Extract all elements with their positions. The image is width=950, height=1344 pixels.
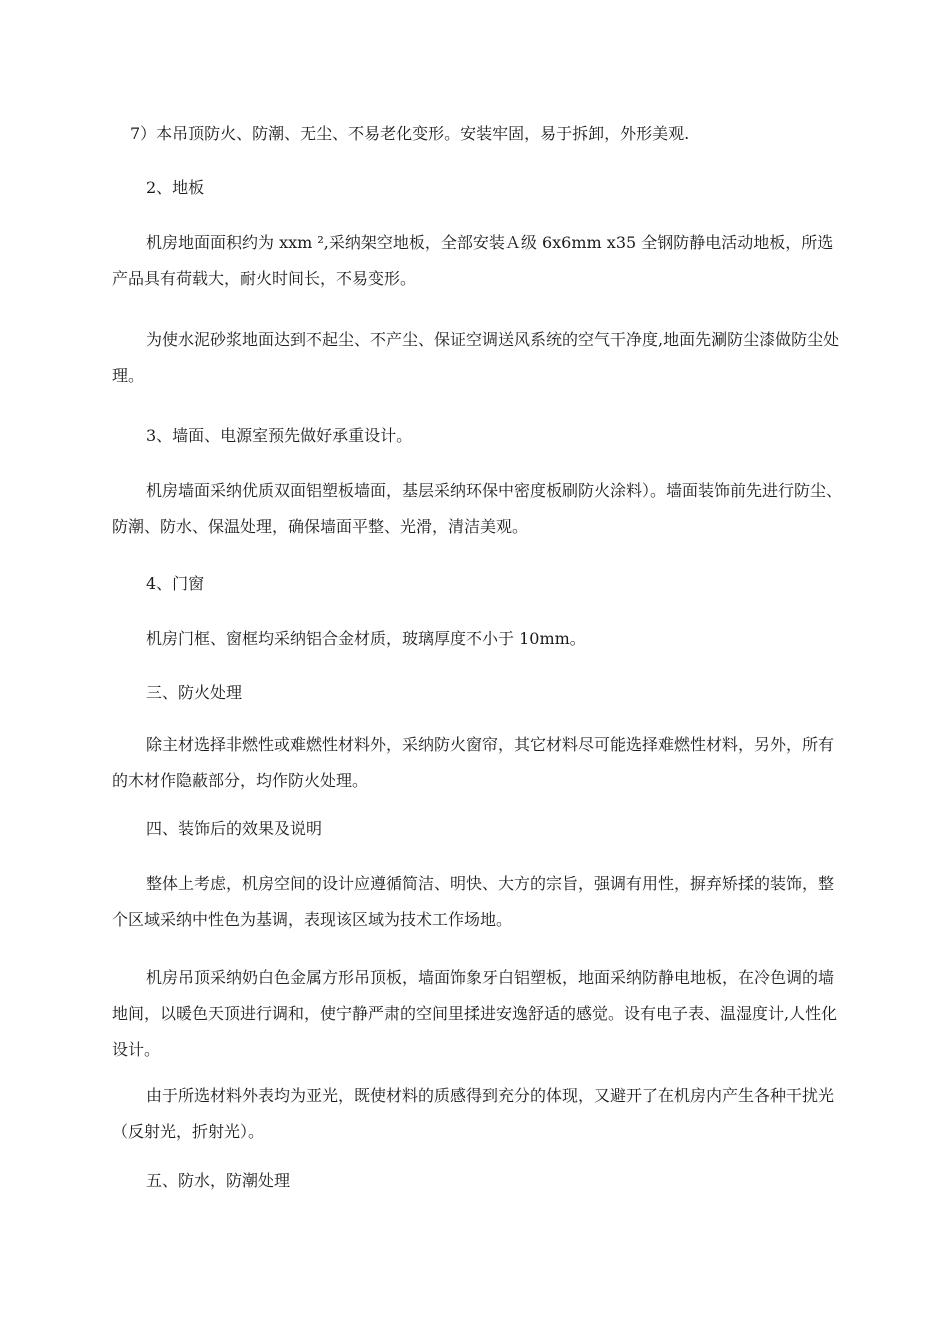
paragraph-fireproof-materials: 除主材选择非燃性或难燃性材料外，采纳防火窗帘，其它材料尽可能选择难燃性材料，另外，所有的木材作隐蔽部分，均作防火处理。: [112, 735, 835, 790]
paragraph-floor-dustproof: 为使水泥砂浆地面达到不起尘、不产尘、保证空调送风系统的空气干净度,地面先涮防尘漆做防尘处理。: [112, 330, 840, 385]
paragraph-floor-area: 机房地面面积约为 xxm ²,采纳架空地板，全部安装Ａ级 6x6mm x35 全钢防静电活动地板，所选产品具有荷载大，耐火时间长，不易变形。: [112, 233, 834, 288]
heading-fireproofing: 三、防火处理: [146, 683, 243, 702]
paragraph-door-frames: 机房门框、窗框均采纳铝合金材质，玻璃厚度不小于 10mm。: [146, 629, 586, 648]
paragraph-overall-design: 整体上考虑，机房空间的设计应遵循简洁、明快、大方的宗旨，强调有用性，摒弃矫揉的装饰，整个区域采纳中性色为基调，表现该区域为技术工作场地。: [112, 874, 835, 929]
heading-floor: 2、地板: [146, 178, 205, 197]
heading-wall-power-room: 3、墙面、电源室预先做好承重设计。: [146, 426, 413, 445]
paragraph-wall-material: 机房墙面采纳优质双面铝塑板墙面，基层采纳环保中密度板刷防火涂料）。墙面装饰前先进行防尘、防潮、防水、保温处理，确保墙面平整、光滑，清洁美观。: [112, 481, 843, 536]
heading-decoration-effect: 四、装饰后的效果及说明: [146, 819, 323, 838]
paragraph-ceiling-features: 7）本吊顶防火、防潮、无尘、不易老化变形。安装牢固，易于拆卸，外形美观.: [130, 124, 690, 143]
heading-doors-windows: 4、门窗: [146, 574, 205, 593]
heading-waterproof-moistureproof: 五、防水，防潮处理: [146, 1171, 291, 1190]
paragraph-room-finishes: 机房吊顶采纳奶白色金属方形吊顶板，墙面饰象牙白铝塑板，地面采纳防静电地板，在冷色调的墙地间，以暖色天顶进行调和，使宁静严肃的空间里揉进安逸舒适的感觉。设有电子表、温湿度计,人性化设计。: [112, 968, 838, 1059]
paragraph-matte-materials: 由于所选材料外表均为亚光，既使材料的质感得到充分的体现，又避开了在机房内产生各种干扰光（反射光，折射光）。: [112, 1086, 835, 1141]
